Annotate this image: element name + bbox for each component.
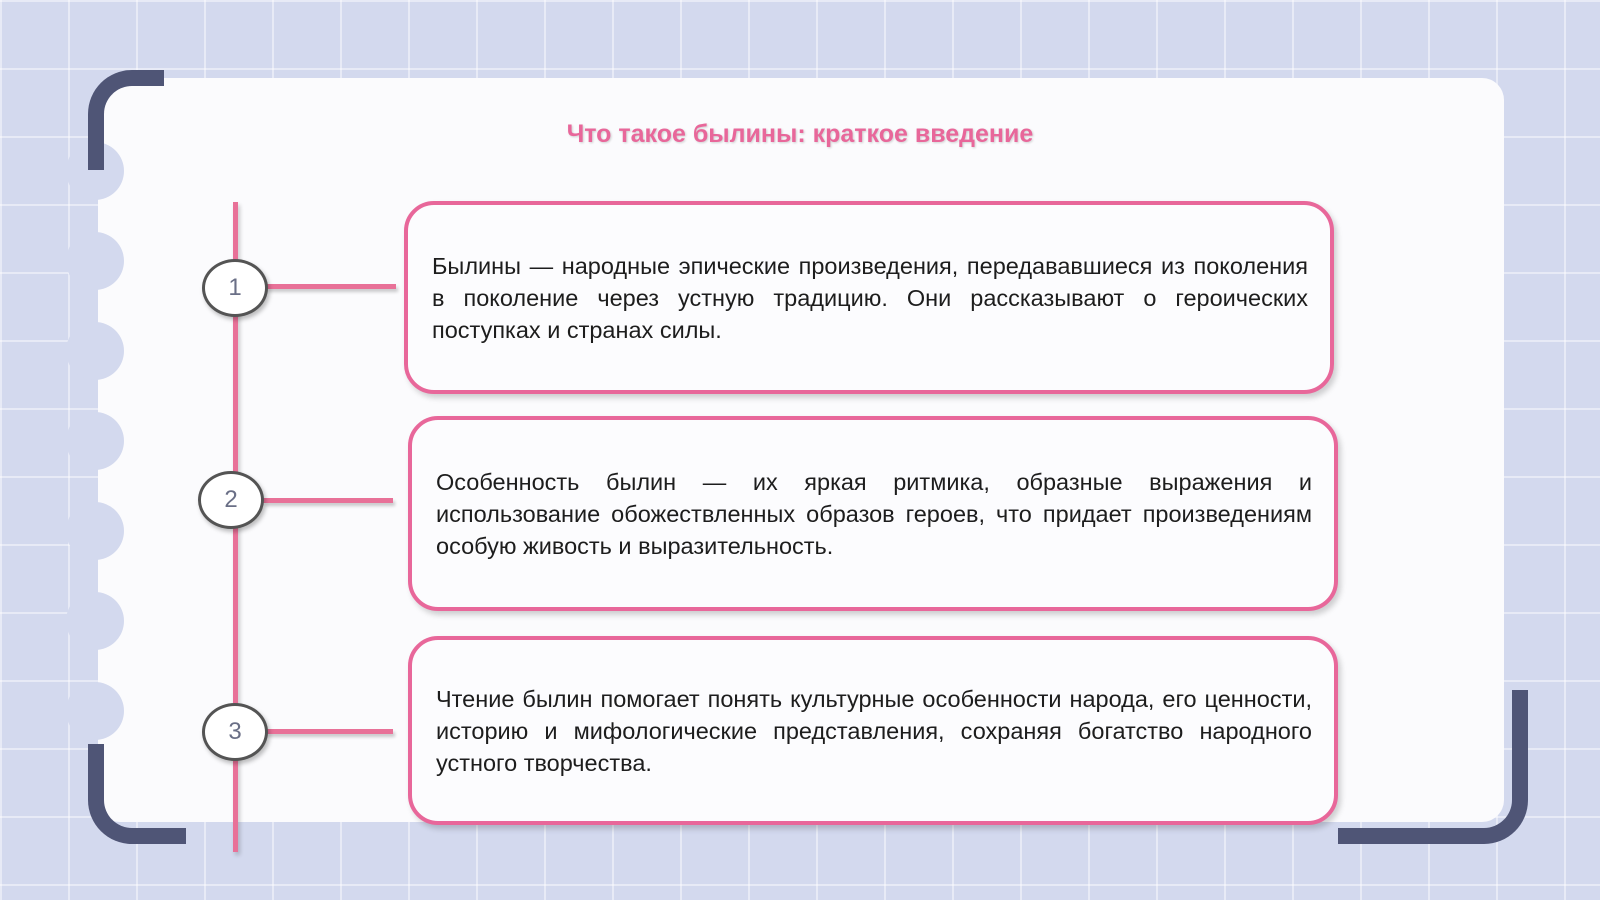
frame-corner-bottom-left — [88, 744, 186, 844]
step-card-1 — [404, 201, 1334, 394]
step-number-label: 3 — [228, 718, 242, 745]
step-number-3 — [202, 703, 268, 761]
paper-scallop — [66, 592, 124, 650]
slide-title: Что такое былины: краткое введение — [566, 120, 1034, 148]
paper-scallop — [66, 682, 124, 740]
frame-corner-bottom-right — [1338, 690, 1528, 844]
step-number-label: 2 — [224, 486, 238, 513]
step-number-2 — [198, 471, 264, 529]
step-number-label: 1 — [228, 274, 242, 301]
step-number-1 — [202, 259, 268, 317]
timeline-connector-3 — [266, 729, 393, 734]
step-card-text: Чтение былин помогает понять культурные особенности народа, его ценности, историю и мифологические представления, сохраняя богатство народного устного творчества. — [436, 685, 1312, 776]
paper-scallop — [66, 322, 124, 380]
timeline-connector-1 — [266, 284, 396, 289]
paper-scallop — [66, 232, 124, 290]
step-card-text: Особенность былин — их яркая ритмика, образные выражения и использование обожествленных образов героев, что придает произведениям особую живость и выразительность. — [436, 468, 1312, 559]
step-card-2 — [408, 416, 1338, 611]
step-card-3 — [408, 636, 1338, 825]
timeline-connector-2 — [263, 498, 393, 503]
paper-scallop — [66, 502, 124, 560]
step-card-text: Былины — народные эпические произведения, передававшиеся из поколения в поколение через устную традицию. Они рассказывают о героических поступках и странах силы. — [432, 252, 1308, 343]
paper-scallop — [66, 412, 124, 470]
